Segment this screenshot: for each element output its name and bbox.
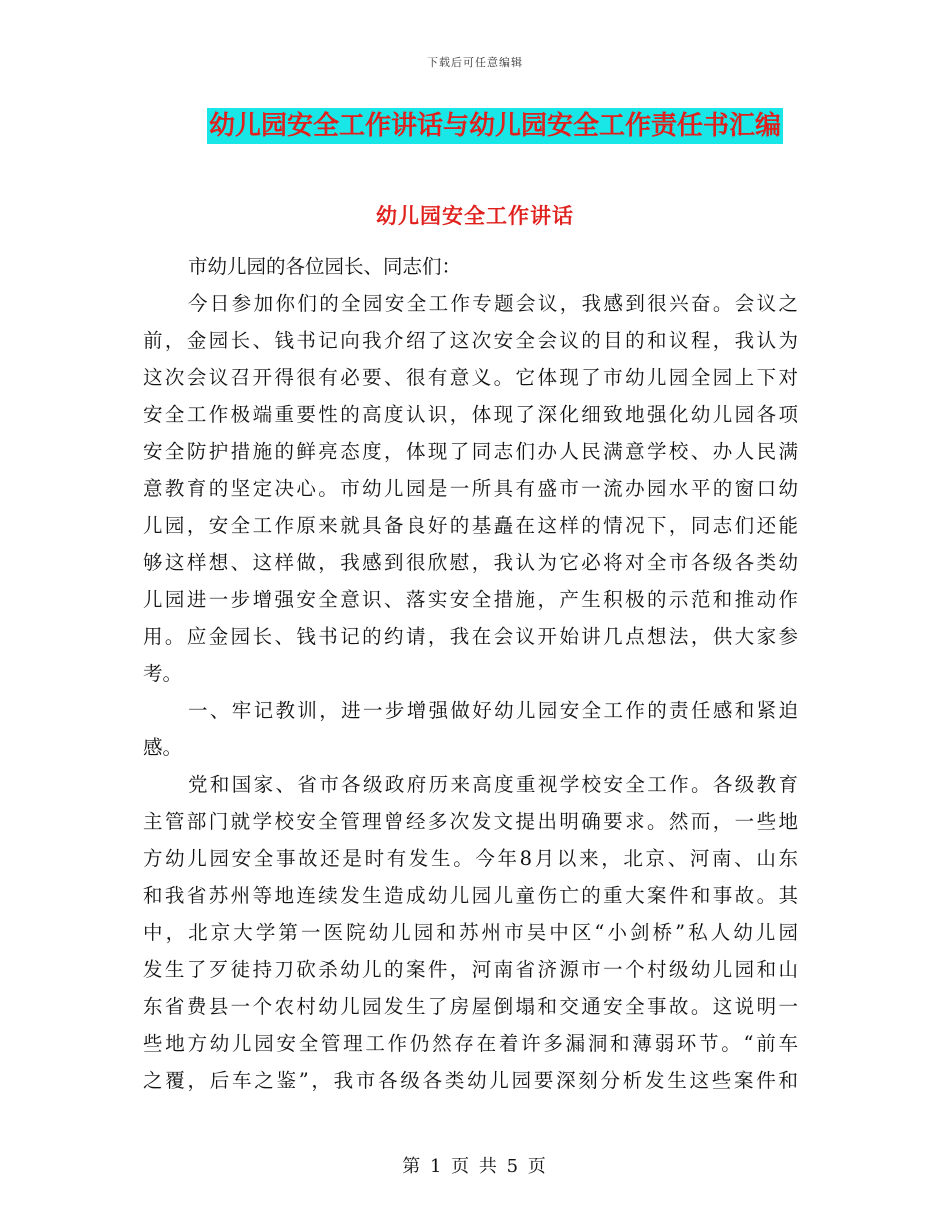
- paragraph-line: 这次会议召开得很有必要、很有意义。它体现了市幼儿园全园上下对: [143, 366, 798, 389]
- paragraph-line: 前，金园长、钱书记向我介绍了这次安全会议的目的和议程，我认为: [143, 329, 798, 352]
- paragraph-line: 党和国家、省市各级政府历来高度重视学校安全工作。各级教育: [188, 773, 798, 796]
- paragraph-line: 儿园，安全工作原来就具备良好的基矗在这样的情况下，同志们还能: [143, 514, 798, 537]
- paragraph-line: 儿园进一步增强安全意识、落实安全措施，产生积极的示范和推动作: [143, 588, 798, 611]
- paragraph-line: 之覆，后车之鉴”，我市各级各类幼儿园要深刻分析发生这些案件和: [143, 1069, 798, 1092]
- paragraph-line: 些地方幼儿园安全管理工作仍然存在着许多漏洞和薄弱环节。“前车: [143, 1032, 798, 1055]
- paragraph-line: 市幼儿园的各位园长、同志们：: [188, 255, 462, 278]
- paragraph-line: 考。: [143, 662, 183, 685]
- body-text: [143, 248, 798, 1099]
- page-footer: 第 1 页 共 5 页: [402, 1156, 548, 1177]
- paragraph-line: 感。: [143, 736, 183, 759]
- paragraph-line: 和我省苏州等地连续发生造成幼儿园儿童伤亡的重大案件和事故。其: [143, 884, 798, 907]
- paragraph-line: 够这样想、这样做，我感到很欣慰，我认为它必将对全市各级各类幼: [143, 551, 798, 574]
- paragraph-line: 主管部门就学校安全管理曾经多次发文提出明确要求。然而，一些地: [143, 810, 798, 833]
- paragraph-line: 发生了歹徒持刀砍杀幼儿的案件，河南省济源市一个村级幼儿园和山: [143, 958, 798, 981]
- paragraph-line: 一、牢记教训，进一步增强做好幼儿园安全工作的责任感和紧迫: [188, 699, 798, 722]
- paragraph-line: 中，北京大学第一医院幼儿园和苏州市吴中区“小剑桥”私人幼儿园: [143, 921, 798, 944]
- paragraph-line: 安全防护措施的鲜亮态度，体现了同志们办人民满意学校、办人民满: [143, 440, 798, 463]
- paragraph-line: 意教育的坚定决心。市幼儿园是一所具有盛市一流办园水平的窗口幼: [143, 477, 798, 500]
- paragraph-line: 东省费县一个农村幼儿园发生了房屋倒塌和交通安全事故。这说明一: [143, 995, 798, 1018]
- paragraph-line: 今日参加你们的全园安全工作专题会议，我感到很兴奋。会议之: [188, 292, 798, 315]
- section-title: 幼儿园安全工作讲话: [376, 203, 574, 228]
- paragraph-line: 用。应金园长、钱书记的约请，我在会议开始讲几点想法，供大家参: [143, 625, 798, 648]
- paragraph-line: 安全工作极端重要性的高度认识，体现了深化细致地强化幼儿园各项: [143, 403, 798, 426]
- header-note: 下载后可任意编辑: [427, 56, 523, 69]
- main-title: 幼儿园安全工作讲话与幼儿园安全工作责任书汇编: [207, 108, 783, 144]
- paragraph-line: 方幼儿园安全事故还是时有发生。今年8月以来，北京、河南、山东: [143, 847, 798, 870]
